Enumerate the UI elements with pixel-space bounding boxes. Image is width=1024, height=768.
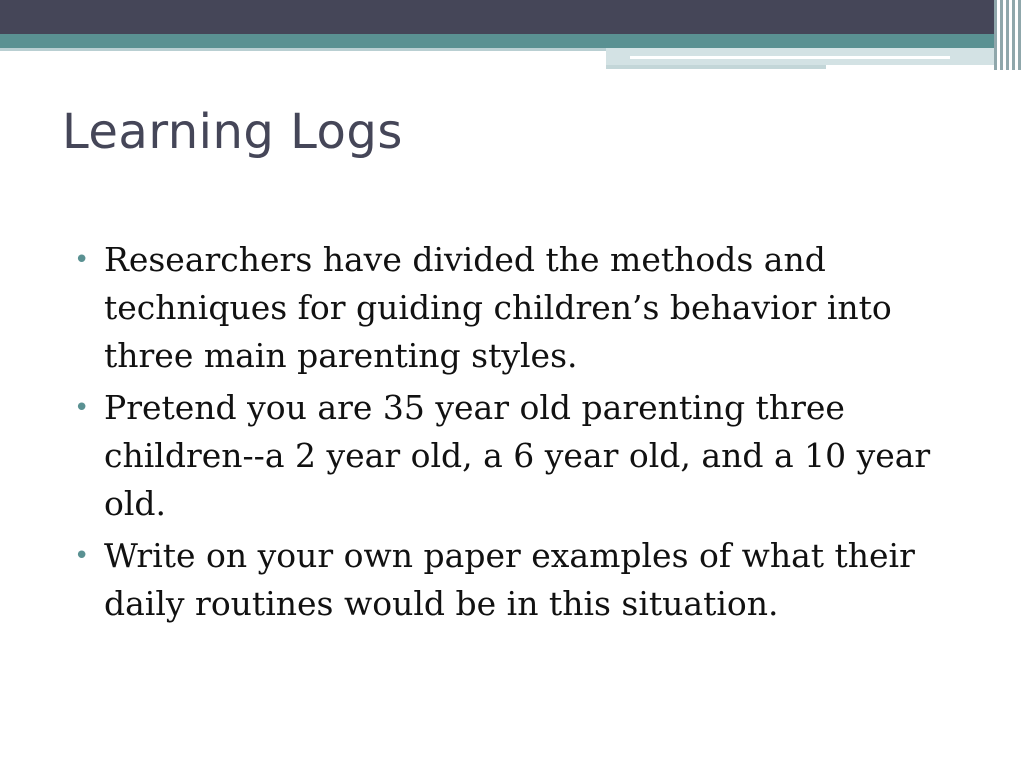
bullet-item <box>74 532 974 628</box>
bullet-text: Researchers have divided the methods and techniques for guiding children’s behavior into three main parenting styles. <box>104 240 892 375</box>
bullet-icon: • <box>74 393 90 423</box>
header-accent-line-white <box>630 56 950 59</box>
bullet-icon: • <box>74 245 90 275</box>
header-accent-line <box>0 48 608 51</box>
header-band-dark <box>0 0 1024 34</box>
bullet-icon: • <box>74 541 90 571</box>
slide-title: Learning Logs <box>62 104 403 160</box>
header-band-teal <box>0 34 1024 48</box>
header-accent-line-lower <box>606 65 826 69</box>
bullet-item <box>74 236 974 380</box>
header-edge-stripes <box>994 0 1024 70</box>
bullet-item <box>74 384 974 528</box>
bullet-list <box>74 236 974 632</box>
bullet-text: Pretend you are 35 year old parenting three children--a 2 year old, a 6 year old, and a 10 year old. <box>104 388 931 523</box>
bullet-text: Write on your own paper examples of what their daily routines would be in this situation. <box>104 536 915 623</box>
